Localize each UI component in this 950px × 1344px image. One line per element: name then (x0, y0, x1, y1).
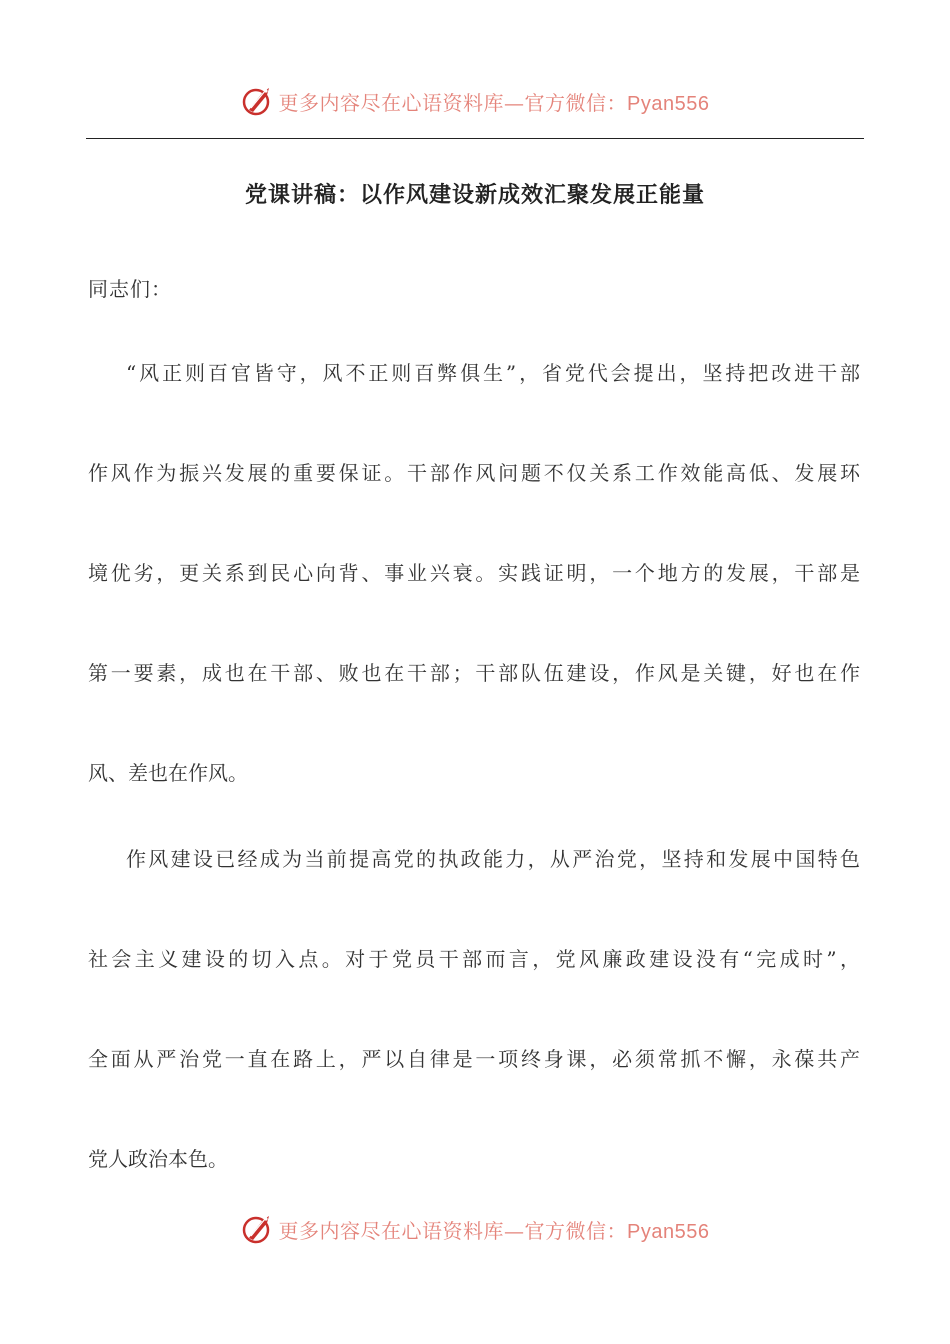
header-banner-text (279, 87, 710, 116)
header-banner (0, 84, 950, 118)
header-divider (86, 138, 864, 139)
paragraph-line: “风正则百官皆守，风不正则百弊俱生”，省党代会提出，坚持把改进干部 (126, 361, 860, 385)
footer-banner-wechat-id: Pyan556 (627, 1220, 710, 1243)
salutation: 同志们： (88, 277, 172, 301)
document-title: 党课讲稿：以作风建设新成效汇聚发展正能量 (244, 183, 705, 208)
paragraph-line: 第一要素，成也在干部、败也在干部；干部队伍建设，作风是关键，好也在作 (88, 661, 860, 685)
pen-nib-logo-icon (241, 84, 275, 118)
paragraph-1 (88, 360, 860, 860)
paragraph-line: 作风作为振兴发展的重要保证。干部作风问题不仅关系工作效能高低、发展环 (88, 461, 860, 485)
footer-banner-text-cn: 更多内容尽在心语资料库—官方微信： (278, 1218, 628, 1243)
footer-banner-text (279, 1215, 710, 1244)
paragraph-line: 党人政治本色。 (88, 1147, 228, 1171)
paragraph-line: 社会主义建设的切入点。对于党员干部而言，党风廉政建设没有“完成时”， (88, 947, 860, 971)
header-banner-text-cn: 更多内容尽在心语资料库—官方微信： (278, 90, 628, 115)
paragraph-line: 境优劣，更关系到民心向背、事业兴衰。实践证明，一个地方的发展，干部是 (88, 561, 860, 585)
header-banner-wechat-id: Pyan556 (627, 92, 710, 115)
paragraph-2 (88, 846, 860, 1246)
paragraph-line: 作风建设已经成为当前提高党的执政能力，从严治党，坚持和发展中国特色 (126, 847, 860, 871)
footer-banner (0, 1212, 950, 1246)
paragraph-line: 风、差也在作风。 (88, 761, 248, 785)
pen-nib-logo-icon (241, 1212, 275, 1246)
paragraph-line: 全面从严治党一直在路上，严以自律是一项终身课，必须常抓不懈，永葆共产 (88, 1047, 860, 1071)
